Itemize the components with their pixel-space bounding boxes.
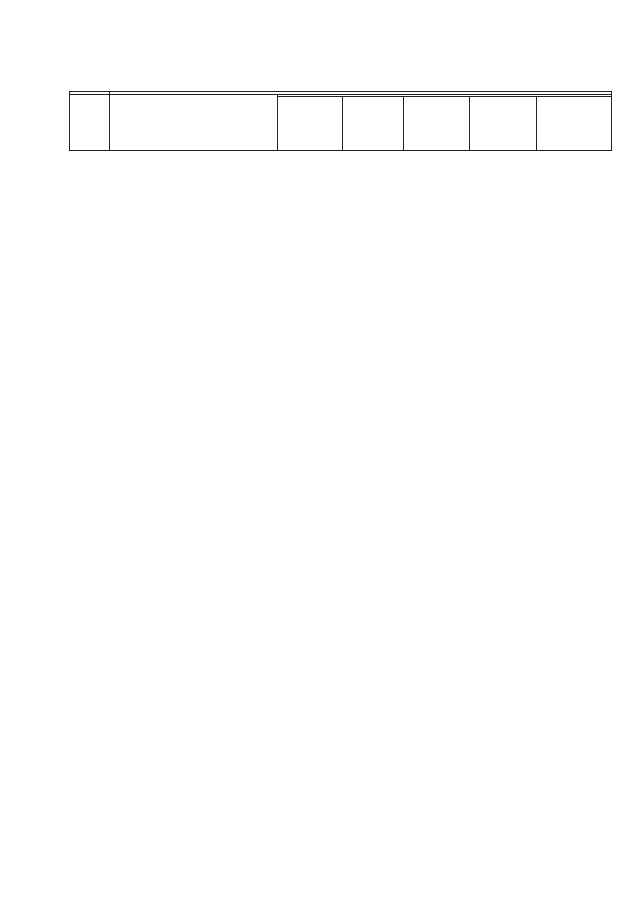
group-II-header bbox=[343, 97, 404, 151]
group-III-header bbox=[404, 97, 470, 151]
group-I-header bbox=[278, 97, 343, 151]
name-column-header bbox=[110, 95, 278, 151]
row-number bbox=[70, 95, 110, 151]
no-group-header bbox=[537, 97, 612, 151]
salary-table bbox=[69, 91, 612, 151]
group-IV-header bbox=[470, 97, 537, 151]
